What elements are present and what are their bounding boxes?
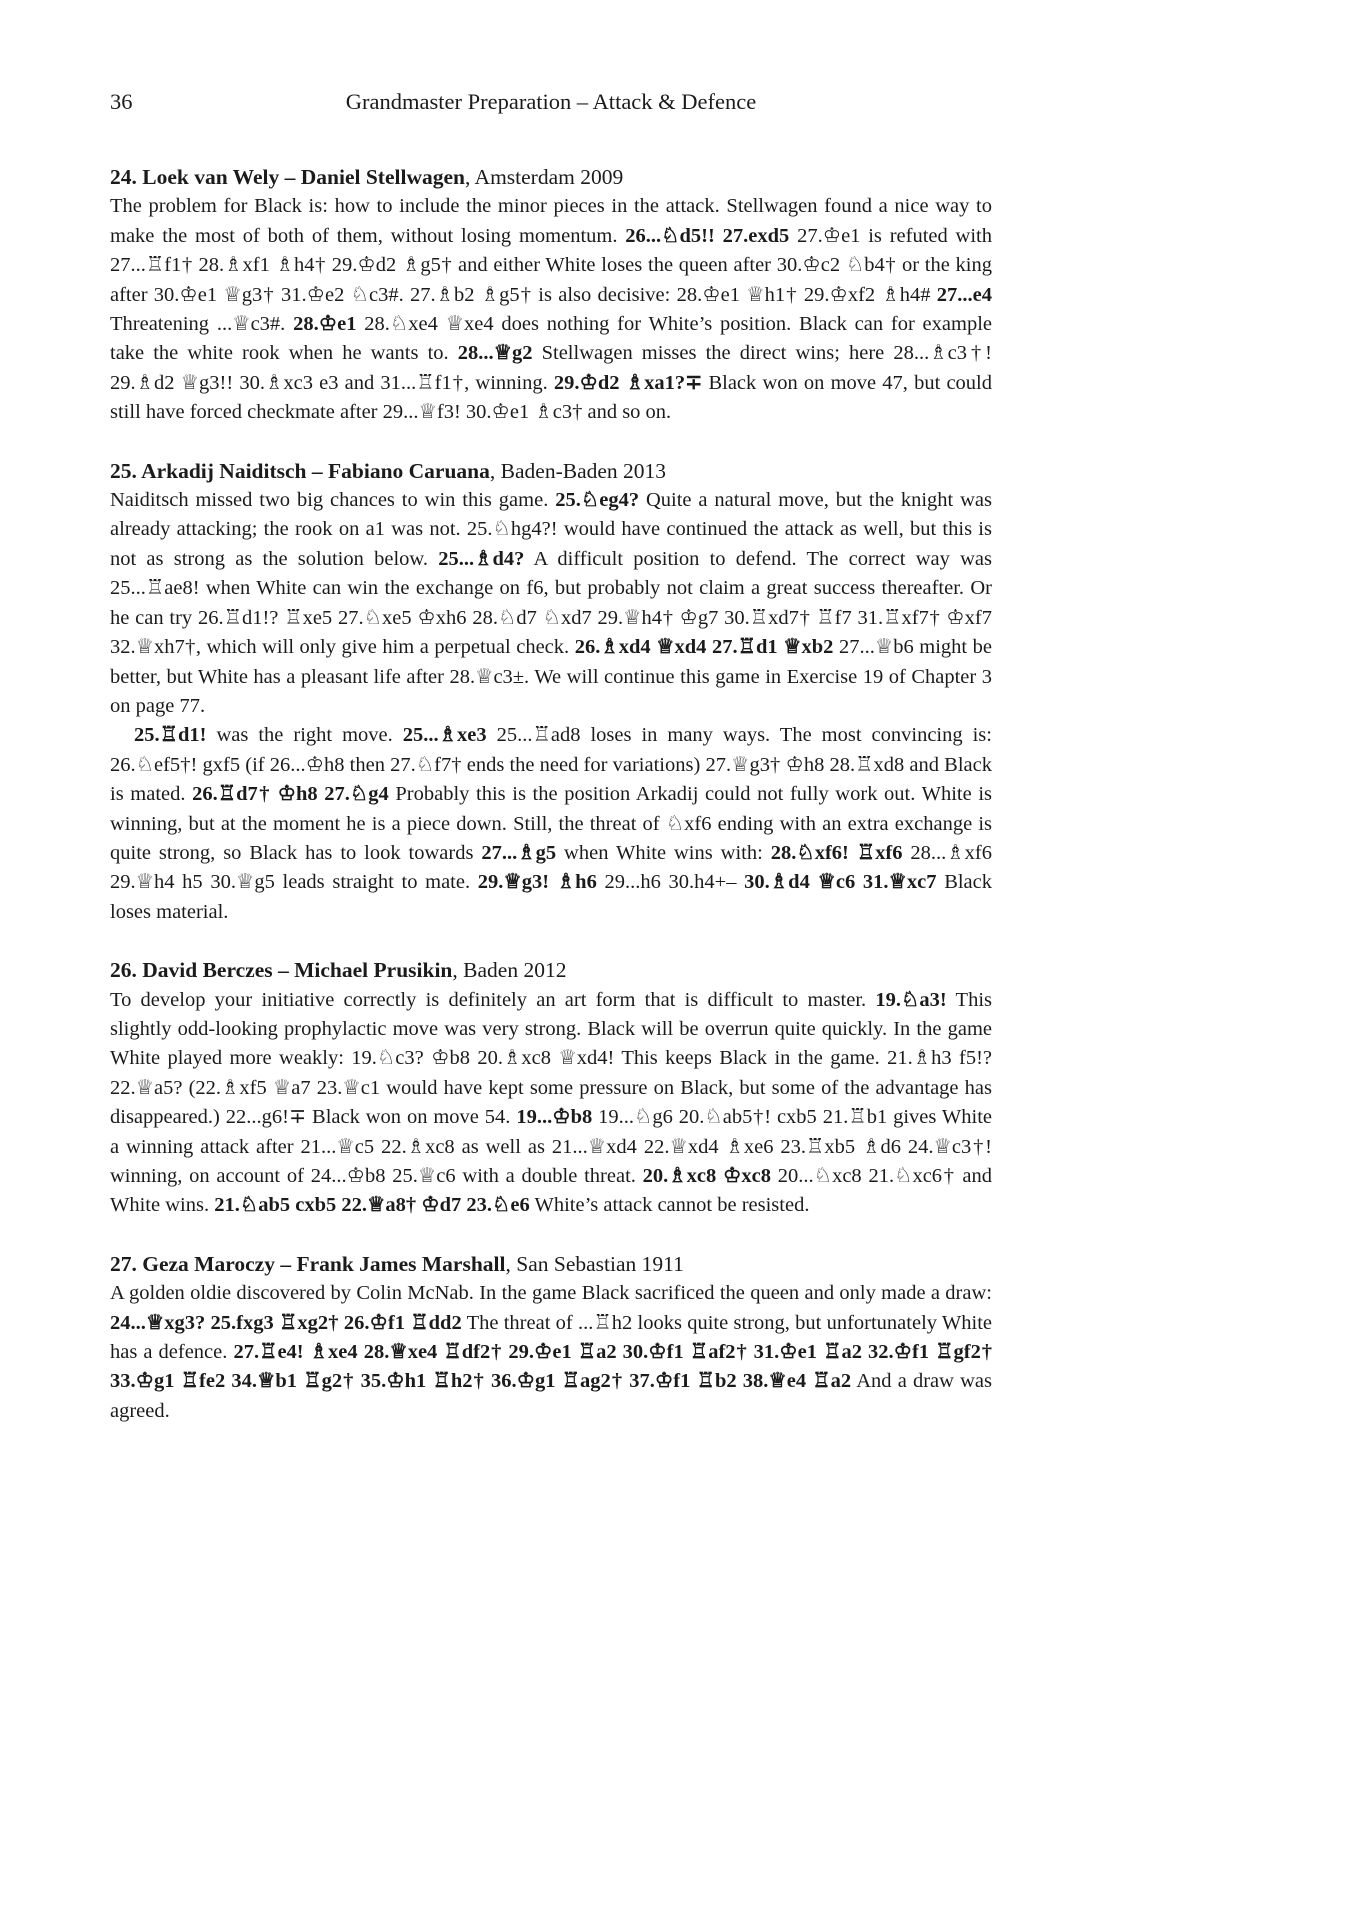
main-line-move: 19.♘a3! — [875, 988, 947, 1011]
section-game-27 — [110, 1250, 992, 1426]
annotation-text: 19...♘g6 20.♘ab5†! cxb5 21.♖b1 gives White a winning attack after 21...♕c5 22.♗xc8 as well as 21...♕xd4 22.♕xd4 ♗xe6 23.♖xb5 ♗d6 24.♕c3†! winning, on account of 24...♔b8 25.♕c6 with a double threat. — [110, 1106, 992, 1187]
main-line-move: 26.♗xd4 ♕xd4 27.♖d1 ♕xb2 — [574, 636, 834, 659]
text-column — [110, 0, 992, 1426]
annotation-text: 29...h6 30.h4+– — [596, 871, 745, 894]
main-line-move: 25.♘eg4? — [555, 489, 640, 512]
annotation-text: White’s attack cannot be resisted. — [529, 1194, 810, 1217]
main-line-move: 27...e4 — [936, 283, 992, 306]
main-line-move: 30.♗d4 ♕c6 31.♕xc7 — [744, 871, 937, 894]
annotation-text: Black loses material. — [110, 871, 993, 923]
section-game-26 — [110, 956, 992, 1221]
annotation-text: when White wins with: — [556, 841, 771, 864]
main-line-move: 27...♗g5 — [481, 841, 557, 864]
annotation-text: Threatening ...♕c3#. — [110, 313, 294, 336]
running-title: Grandmaster Preparation – Attack & Defence — [345, 89, 757, 114]
section-game-24 — [110, 163, 992, 428]
annotation-text: This slightly odd-looking prophylactic move was very strong. Black will be overrun quite quickly. In the game White played more weakly: 19.♘c3? ♔b8 20.♗xc8 ♕xd4! This keeps Black in the game. 21.♗h3 f5!? 22.♕a5? (22.♗xf5 ♕a7 23.♕c1 would have kept some pressure on Black, but some of the advantage has disappeared.) 22...g6!∓ Black won on move 54. — [110, 988, 993, 1129]
main-line-move: 29.♕g3! ♗h6 — [477, 871, 597, 894]
annotation-text: Stellwagen misses the direct wins; here 28...♗c3†! 29.♗d2 ♕g3!! 30.♗xc3 e3 and 31...♖f1†, winning. — [110, 342, 992, 394]
main-line-move: 28.♔e1 — [293, 313, 357, 336]
annotation-text: Naiditsch missed two big chances to win this game. — [110, 489, 556, 512]
game-heading-24 — [110, 163, 992, 192]
annotation-text: 28...♗xf6 29.♕h4 h5 30.♕g5 leads straight to mate. — [110, 841, 992, 894]
annotation-text: Probably this is the position Arkadij could not fully work out. White is winning, but at the moment he is a piece down. Still, the threat of ♘xf6 ending with an extra exchange is quite strong, so Black has to look towards — [110, 783, 993, 864]
annotation-text: Quite a natural move, but the knight was already attacking; the rook on a1 was not. 25.♘hg4?! would have continued the attack as well, but this is not as strong as the solution below. — [110, 489, 992, 570]
main-line-move: 20.♗xc8 ♔xc8 — [642, 1165, 772, 1187]
annotation-text: The threat of ...♖h2 looks quite strong, but unfortunately White has a defence. — [110, 1311, 993, 1364]
game-annotation-27 — [110, 1279, 992, 1426]
annotation-text: 25...♖ad8 loses in many ways. The most convincing is: 26.♘ef5†! gxf5 (if 26...♔h8 then 27.♘f7† ends the need for variations) 27.♕g3† ♔h8 28.♖xd8 and Black is mated. — [110, 724, 992, 806]
game-annotation-24 — [110, 192, 992, 427]
annotation-text: The problem for Black is: how to include the minor pieces in the attack. Stellwagen found a nice way to make the most of both of them, without losing momentum. — [110, 195, 992, 247]
game-players-26: 26. David Berczes – Michael Prusikin — [110, 958, 453, 983]
game-players-27: 27. Geza Maroczy – Frank James Marshall — [110, 1251, 506, 1276]
annotation-text: 20...♘xc8 21.♘xc6† and White wins. — [110, 1165, 992, 1217]
main-line-move: 21.♘ab5 cxb5 22.♕a8† ♔d7 23.♘e6 — [214, 1194, 530, 1217]
main-line-move: 29.♔d2 ♗xa1?∓ — [553, 371, 703, 394]
game-venue-27: , San Sebastian 1911 — [505, 1251, 684, 1276]
section-game-25 — [110, 457, 992, 928]
game-venue-26: , Baden 2012 — [452, 958, 567, 983]
main-line-move: 25...♗xe3 — [402, 724, 487, 747]
annotation-text: was the right move. — [206, 724, 403, 747]
main-line-move: 27.♖e4! ♗xe4 28.♕xe4 ♖df2† 29.♔e1 ♖a2 30.♔f1 ♖af2† 31.♔e1 ♖a2 32.♔f1 ♖gf2† 33.♔g1 ♖fe2 34.♕b1 ♖g2† 35.♔h1 ♖h2† 36.♔g1 ♖ag2† 37.♔f1 ♖b2 38.♕e4 ♖a2 — [110, 1341, 993, 1393]
page-header — [110, 0, 992, 116]
main-line-move: 28...♕g2 — [457, 342, 533, 365]
game-annotation-25-a — [110, 486, 992, 721]
annotation-text: 27...♕b6 might be better, but White has a pleasant life after 28.♕c3±. We will continue this game in Exercise 19 of Chapter 3 on page 77. — [110, 636, 992, 717]
game-annotation-25-b — [110, 721, 992, 927]
main-line-move: 26.♖d7† ♔h8 27.♘g4 — [192, 783, 389, 806]
annotation-text: A difficult position to defend. The correct way was 25...♖ae8! when White can win the exchange on f6, but probably not claim a great success thereafter. Or he can try 26.♖d1!? ♖xe5 27.♘xe5 ♔xh6 28.♘d7 ♘xd7 29.♕h4† ♔g7 30.♖xd7† ♖f7 31.♖xf7† ♔xf7 32.♕xh7†, which will only give him a perpetual check. — [110, 547, 992, 659]
annotation-text: A golden oldie discovered by Colin McNab. In the game Black sacrificed the queen and only made a draw: — [110, 1282, 992, 1305]
main-line-move: 19...♔b8 — [516, 1106, 593, 1129]
game-venue-25: , Baden-Baden 2013 — [489, 458, 667, 483]
annotation-text: And a draw was agreed. — [110, 1370, 992, 1422]
game-heading-26 — [110, 956, 992, 985]
game-venue-24: , Amsterdam 2009 — [464, 165, 624, 189]
main-line-move: 26...♘d5!! 27.exd5 — [625, 224, 790, 247]
annotation-text: 27.♔e1 is refuted with 27...♖f1† 28.♗xf1 ♗h4† 29.♔d2 ♗g5† and either White loses the queen after 30.♔c2 ♘b4† or the king after 30.♔e1 ♕g3† 31.♔e2 ♘c3#. 27.♗b2 ♗g5† is also decisive: 28.♔e1 ♕h1† 29.♔xf2 ♗h4# — [110, 224, 992, 306]
main-line-move: 28.♘xf6! ♖xf6 — [770, 841, 903, 864]
main-line-move: 25...♗d4? — [438, 547, 525, 570]
game-annotation-26 — [110, 986, 992, 1221]
annotation-text: Black won on move 47, but could still have forced checkmate after 29...♕f3! 30.♔e1 ♗c3† and so on. — [110, 371, 993, 424]
game-players-24: 24. Loek van Wely – Daniel Stellwagen — [110, 165, 465, 189]
game-players-25: 25. Arkadij Naiditsch – Fabiano Caruana — [110, 458, 490, 483]
annotation-text: To develop your initiative correctly is definitely an art form that is difficult to master. — [110, 988, 876, 1011]
main-line-move: 25.♖d1! — [134, 724, 207, 747]
main-line-move: 24...♕xg3? 25.fxg3 ♖xg2† 26.♔f1 ♖dd2 — [110, 1311, 462, 1334]
annotation-text: 28.♘xe4 ♕xe4 does nothing for White’s position. Black can for example take the white rook when he wants to. — [110, 313, 992, 365]
game-heading-27 — [110, 1250, 992, 1279]
page-number: 36 — [110, 89, 133, 114]
game-heading-25 — [110, 457, 992, 486]
